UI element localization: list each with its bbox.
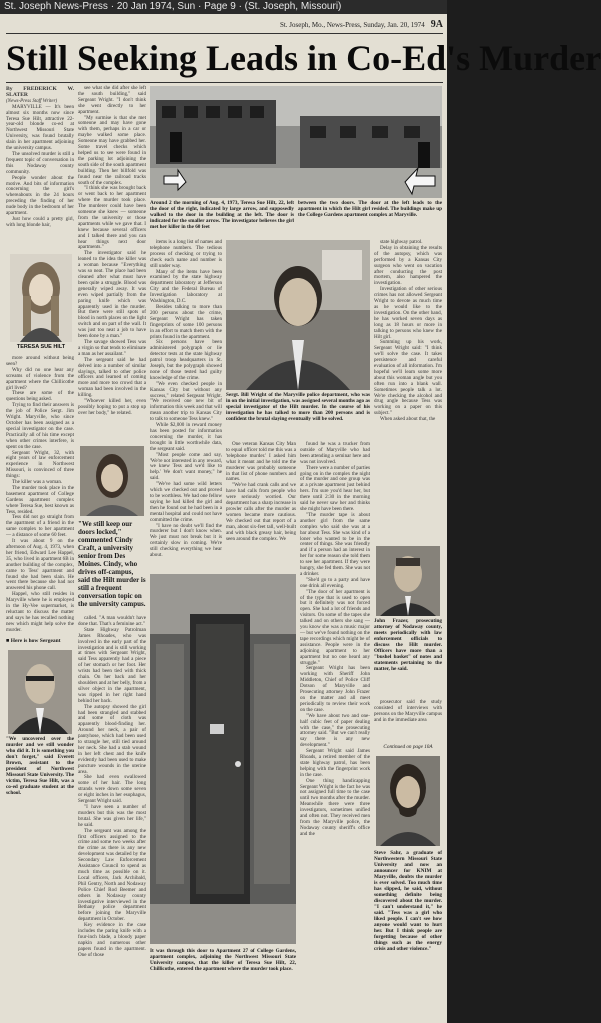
byline: By FREDERICK W. SLATER <box>6 86 74 99</box>
paragraph: "We even checked people in Kansas City but without any success," related Sergeant Wright. "We received one new bit of information this week and that will mean another trip to Kansas City to talk to someone Tess knew." <box>150 380 222 423</box>
paragraph: Why did no one hear any screams of violence from the apartment where the Chillicothe girl lived? <box>6 366 74 391</box>
column-6 <box>374 240 442 540</box>
sahr-portrait-image <box>376 756 440 846</box>
door-caption: It was through this door to Apartment 27 of College Gardens, apartment complex, adjoining the Northwest Missouri State University campus, that the killer of Teresa Sue Hilt, 22, Chillicothe, entered the apartment where the murder took place. <box>150 948 296 972</box>
byline-sub: (News-Press Staff Writer) <box>6 98 58 104</box>
paragraph: "The door of her apartment is of the type that is used to open but it definitely was not forced open. She had a lot of friends and visitors. On some of the tapes she talked and on others she sang — you know she was a music major — but we've found nothing on the tape recordings which might be of assistance. People were in the adjoining apartment to her apartment but no one heard any struggle." <box>300 588 370 666</box>
paragraph: Sergeant Wright, 32, with eight years of law enforcement experience in Northwest Missouri, is convinced of three things: <box>6 449 74 480</box>
paragraph: Tess did not go straight from the apartment of a friend in the same complex to her apartment — a distance of some 60 feet. <box>6 514 74 539</box>
paragraph: Just how could a pretty girl, with long blonde hair, <box>6 215 74 228</box>
paragraph: One thing handicapping Sergeant Wright is the fact he was not assigned full time to the case until two months after the murder. Meanwhile there were three investigators, sometimes unified and often not. They received men from the Maryville police, the Nodaway county sheriff's office and the <box>300 777 370 837</box>
brown-portrait-image <box>8 650 72 734</box>
paragraph: Sergeant Wright has been working with Sheriff John Middleton, Chief of Police Cliff Dotson of Maryville and Prosecuting attorney John Frazer on the matter and all meet periodically to review their work on the case. <box>300 665 370 713</box>
frazer-photo <box>376 546 440 616</box>
hilt-photo <box>10 254 72 342</box>
paragraph: items is a long list of names and telephone numbers. The tedious process of checking or trying to check each name and number is still under way. <box>150 239 222 269</box>
paragraph: Many of the items have been examined by the state highway department laboratory at Jefferson City and the Federal Bureau of Investigation laboratory at Washington, D.C. <box>150 268 222 305</box>
newspaper-page <box>0 14 601 1023</box>
paragraph: The murder took place in the basement apartment of College Gardens apartment complex where Teresa Sue, best known as Tess, resided. <box>6 484 74 515</box>
paragraph: Key evidence in the case includes the paring knife with a four-inch blade, a bloody paper napkin and numerous other papers found in the apartment. One of those <box>78 922 146 958</box>
sahr-caption: Steve Sahr, a graduate of Northwestern Missouri State University and now an announcer for KNIM at Maryville, doubts the murder is ever solved. Too much time has slipped, he said, without something definite being discovered about the murder. "I can't understand it," he said. "Tess was a girl who liked people. I can't see how anyone would want to hurt her. But I think people are forgetting because of other things such as the energy crisis and other violence." <box>374 850 442 952</box>
paragraph: found he was a trucker from outside of Maryville who had been attending a seminar here and was not involved. <box>300 441 370 465</box>
paragraph: Besides talking to more than 200 persons about the crime, Sergeant Wright has taken fingerprints of some 100 persons in an effort to match them with the prints found in the apartment. <box>150 303 222 340</box>
paragraph: These are some of the questions being asked. <box>6 390 74 403</box>
column-2-lower <box>78 616 146 1021</box>
paragraph: "She'd go to a party and have one drink all evening. <box>300 576 370 589</box>
craft-photo <box>80 446 144 516</box>
apartment-door-photo <box>150 574 296 944</box>
paragraph: Delay in obtaining the results of the autopsy, which was performed by a Kansas City surgeon who went on vacation after conducting the post mortem, also hampered the investigation. <box>374 244 442 287</box>
wright-photo <box>226 240 370 390</box>
paragraph: Investigation of other serious crimes has not allowed Sergeant Wright to devote as much time as he would like to the investigation. On the other hand, he has worked seven days as long as 18 hours or more in talking to persons who knew the Hilt girl. <box>374 286 442 340</box>
paragraph: "We have about two and one-half cubic feet of paper dealing with the case," the prosecuting attorney said. "But we can't really say there is any new development." <box>300 712 370 749</box>
paragraph: called. "A man wouldn't have done that. That's a feminine act." <box>78 615 146 627</box>
hilt-portrait-image <box>10 254 72 342</box>
headline-rule <box>6 82 443 83</box>
paragraph: The unsolved murder is still a frequent topic of conversation in this Nodaway county community. <box>6 150 74 175</box>
frazer-caption: John Frazer, prosecuting attorney of Nodaway county, meets periodically with law enforcement officials to discuss the Hilt murder. Officers have more than a "bushel basket" of notes and statements pertaining to the matter, he said. <box>374 618 442 672</box>
brown-caption: "We uncovered over the murder and we still wonder who did it. It is something you don't forget," said Everett Brown, assistant to the president of Northwest Missouri State University. The victim, Teresa Sue Hilt, was a co-ed graduate student at the school. <box>6 736 74 796</box>
paragraph: Sergeant Wright said James Rhoads, a retired member of the state highway patrol, has been helping with the fingerprint work in the case. <box>300 748 370 778</box>
craft-pullquote: "We still keep our doors locked," commented Cindy Craft, a university senior from Des Moines. Cindy, who drives off-campus, said the Hilt murder is still a frequent conversation topic on the university campus. <box>78 520 146 608</box>
paragraph: The sergeant said he had delved into a number of similar slayings, talked to other police officers and learned of coming more and more too crowd that a woman had been involved in the killing. <box>78 356 146 399</box>
continued-note: Continued on page 10A <box>383 744 433 750</box>
paragraph: The autopsy showed the girl had been strangled and stabbed and some of cloth was apparently blood-finding her. Around her neck, a pair of pantyhose, which had been used to strangle her, still tied around her neck. She had a stab wound in her left chest and the knife evidently had been used to make puncture wounds in the uterine area. <box>78 703 146 775</box>
column-6-lower <box>374 700 442 742</box>
complex-photo-caption-right: between the two doors. The door at the left leads to the apartment in which the Hilt girl resided. The buildings make up the College Gardens apartment complex at Maryville. <box>298 200 442 218</box>
paragraph: "The murder tape is about another girl from the same complex who said she was at a bar about Tess. She was kind of a loner who wanted to be in the center of things. She was friendly and if a person had an interest in her for some reason she told them to see her apartment. If they were hungry, she fed them. She was not a drinker. <box>300 511 370 577</box>
paragraph: state highway patrol. <box>380 239 423 245</box>
paragraph: Six persons have been administered polygraph or lie detector tests at the state highway patrol troop headquarters in St. Joseph, but the polygraph showed none of those tested had guilty knowledge of the crime. <box>150 339 222 381</box>
paragraph: The sergeant was among the first officers assigned to the crime and some two weeks after the crime as there is any new development was detailed by the Secondary Law Enforcement Assistance Council to spend as much time as possible on it. Local officers, Jack Archibald, Phil Gentry, North and Nodaway Police Chief Rod Beemer and others in Nodaway county investigative interviewed in the Bethany police department before joining the Maryville department in October. <box>78 827 146 923</box>
paragraph: When asked about that, the <box>380 416 436 423</box>
paragraph: more around without being seen? <box>6 355 74 367</box>
paragraph: "I have seen a number of murders but this was the most brutal. She was given her life," he said. <box>78 804 146 828</box>
running-head-text: St. Joseph, Mo., News-Press, Sunday, Jan. 20, 1974 <box>279 21 425 29</box>
craft-portrait-image <box>80 446 144 516</box>
frazer-portrait-image <box>376 546 440 616</box>
top-rule <box>6 33 443 34</box>
paragraph: While $2,000 in reward money has been posted for information concerning the murder, it has brought in little worthwhile data, the sergeant said. <box>150 422 222 452</box>
paragraph: State Highway Patrolman James Rhoades, who was involved in the early part of the investigation and is still working at times with Sergeant Wright, said Tess apparently had a piece of her stomach or her foot. Her wrists had been tied with thick chain. On her back and her shoulders and at her belly, from a silver object in the apartment, was ripped in her right hand behind her back. <box>78 626 146 704</box>
page-number: 9A <box>430 19 443 30</box>
paragraph: She had even swallowed some of her hair. The long strands were down some seven or eight inches in her esophagus, Sergeant Wright said. <box>78 774 146 805</box>
column-3 <box>150 240 222 570</box>
apartment-complex-image <box>150 86 442 198</box>
paragraph: Happel, who still resides in Maryville where he is employed in the Hy-Vee supermarket, is reluctant to discuss the matter and says he has recalled nothing new which might help solve the murder. <box>6 591 74 633</box>
paragraph: One veteran Kansas City Man to equal officer told me this was a 'telephone murder.' I asked him what it meant and he told me the murderer was probably someone in that list of phone numbers and names. <box>226 441 296 483</box>
sahr-photo <box>376 756 440 846</box>
wright-caption: Sergt. Bill Wright of the Maryville police department, who was in on the initial investigation, was assigned several months ago as special investigator of the Hilt murder. In the course of his investigation he has talked to more than 200 persons and is confident the brutal slaying eventually will be solved. <box>226 392 370 422</box>
column-4 <box>226 442 296 570</box>
paragraph: Trying to find their answers is the job of Police Sergt. Jim Wright. Maryville, who since October has been assigned as a special investigator on the case. Practically all of his time except when other crimes interfere, is spent on the case. <box>6 402 74 450</box>
paragraph: MARYVILLE — It's been almost six months now since Teresa Sue Hilt, attractive 22-year-old blonde co-ed at Northwest Missouri State University, was found brutally slain in her apartment adjoining the university campus. <box>6 103 74 152</box>
paragraph: "We've had some wild letters which we checked out and proved to be worthless. We had one fellow saying he had killed the girl and then he found out he had been in a mental hospital and could not have committed the crime. <box>150 481 222 523</box>
apartment-complex-photo <box>150 86 442 198</box>
paragraph: "We've had crank calls and we have had calls from people who were seriously worried. Our department has a sharp increase in prowler calls after the murder as women became more cautious. We checked out that report of a man, about six-feet tall, well-built and with black greasy hair, being seen around the complex. We <box>226 482 297 542</box>
hilt-caption: TERESA SUE HILT <box>16 344 66 350</box>
paragraph: People wonder about the motive. And bits of information concerning the girl's whereabouts in the 24 hours preceding the finding of her nude body in the bedroom of her apartment. <box>6 174 74 217</box>
column-1-lower <box>6 356 74 634</box>
paragraph: The investigator said he leaned to the idea the killer was a woman because "Everything was so neat. The place had been cleaned after what must have been quite a struggle. Blood was generally wiped away. It was even wiped partially from the paring knife which was apparently used in the murder. But there were still spots of blood in north places on the light switch and on part of the wall. It was just too neat a job to have been done by a man." <box>78 250 146 340</box>
paragraph: see what she did after she left the south building," said Sergeant Wright. "I don't think she went directly to her apartment. <box>78 85 146 115</box>
running-head <box>6 19 443 31</box>
apartment-door-image <box>150 574 296 944</box>
here-is-how: ■ Here is how Sergeant <box>6 638 61 644</box>
paragraph: The killer was a woman. <box>12 479 63 486</box>
column-2-top <box>78 86 146 443</box>
paragraph: "I have no doubt we'll find the murderer but I don't know when. We just must not break but it is certainly slow in coming. We're still checking everything we hear about. <box>150 522 222 559</box>
paragraph: The savage showed Tess was a virgin so that tends to eliminate a man as her assailant." <box>78 338 146 357</box>
viewer-title-bar <box>0 0 447 14</box>
brown-photo <box>8 650 72 734</box>
viewer-title: St. Joseph News-Press · 20 Jan 1974, Sun · Page 9 · (St. Joseph, Missouri) <box>4 1 342 12</box>
paragraph: "Whoever killed her, even possibly hoping to put a stop up over her body," he related. <box>78 398 146 416</box>
paragraph: "Most people come and say, 'We're not interested in any reward, we knew Tess and we'd like to help.' We don't want money," he said. <box>150 451 222 482</box>
paragraph: "My surmise is that she met someone and may have gone with them, perhaps in a car or maybe walked some place. Someone may have grabbed her. Some travel checks which helped us to see were found in the parking lot adjoining the south side of the south apartment building. Then her billfold was found near the railroad tracks south of the complex. <box>78 114 146 186</box>
complex-photo-caption: Around 2 the morning of Aug. 4, 1973, Teresa Sue Hilt, 22, left the door of the right, indicated by large arrow, and supposedly walked to the door in the building at the left. The door is indicated for the smaller arrow. The investigator believes the girl met her killer in the 60 feet <box>150 200 294 230</box>
wright-portrait-image <box>226 240 370 390</box>
paragraph: Summing up his work, Sergeant Wright said: "I think we'll solve the case. It takes persistence and careful evaluation of all information. I'm hopeful we'll learn some more about this woman angle but you often run into a blank wall. Sometimes people talk a lot. We're checking the alcohol and drug angle because Tess was working on a paper on this subject." <box>374 339 442 417</box>
paragraph: prosecutor said the study consisted of interviews with persons on the Maryville campus and in the immediate area <box>374 699 442 723</box>
bullet-icon: ■ <box>6 638 11 644</box>
paragraph: There were a number of parties going on in the complex the night of the murder and one group was at a private apartment just behind hers. I'm sure you'd hear her, but there until 2:30 in the morning said he never saw her and thinks she might have been there. <box>300 464 370 512</box>
column-5 <box>300 442 370 902</box>
headline: Still Seeking Leads in Co-Ed's Murder <box>6 38 601 78</box>
paragraph: "I think she was brought back or went back to her apartment where the murder took place. The murderer could have been someone she knew — someone from the university or those apartments while we gave that. I knew because several officers and I talked there and you can hear things next door apartments." <box>78 185 146 251</box>
paragraph: It was about 9 on the afternoon of Aug. 4, 1973, when her friend, Edward Lee Happel, 35, who lived in apartment 6B in another building of the complex, came to Tess' apartment and found she had been slain. He went there because she had not answered his phone call. <box>6 538 74 592</box>
